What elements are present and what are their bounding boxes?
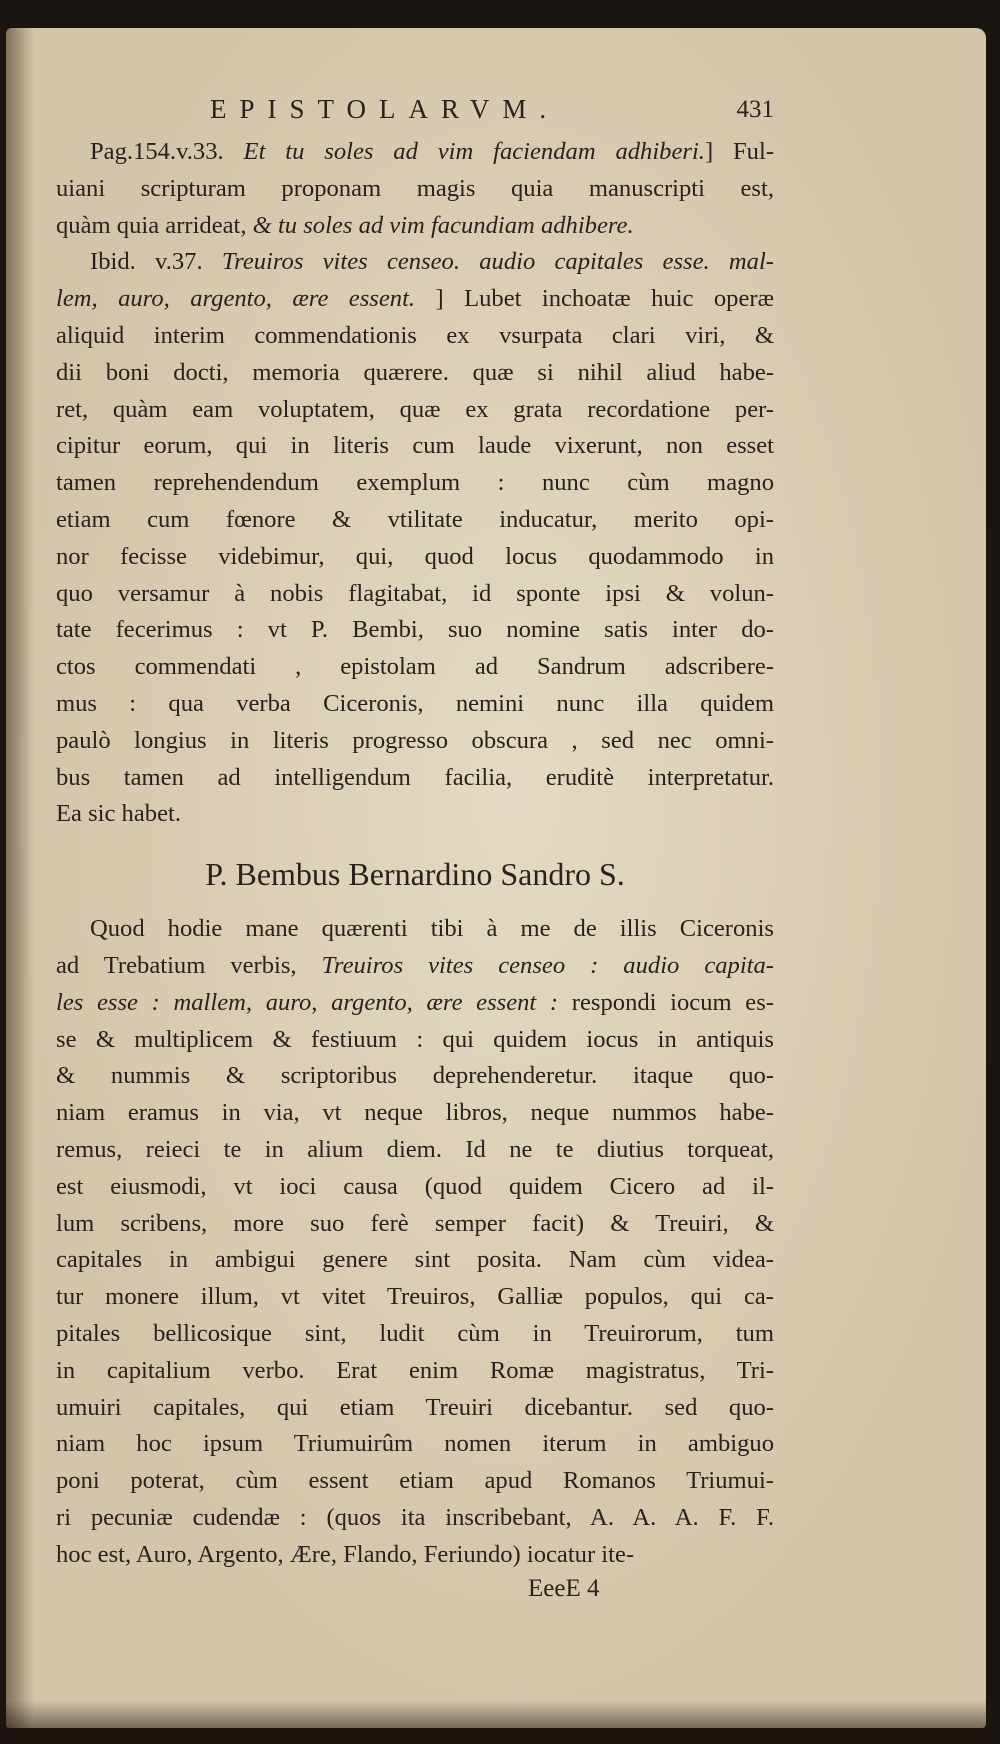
text-line: [56, 1132, 774, 1169]
italic-quotation: Treuiros vites censeo : audio capita-: [321, 951, 774, 979]
text-line: [56, 392, 774, 429]
text-line: [56, 948, 774, 985]
text-run: remus, reieci te in alium diem. Id ne te diutius torqueat,: [56, 1135, 774, 1163]
text-line: [56, 1169, 774, 1206]
text-run: tate fecerimus : vt P. Bembi, suo nomine satis inter do-: [56, 616, 774, 644]
running-head: EPISTOLARVM.: [210, 94, 560, 124]
text-line: [56, 465, 774, 502]
italic-quotation: & tu soles ad vim facundiam adhibere.: [252, 211, 634, 239]
text-run: paulò longius in literis progresso obscura , sed nec omni-: [56, 726, 774, 754]
text-line: [56, 649, 774, 686]
text-line: [56, 318, 774, 355]
text-line: [56, 428, 774, 465]
italic-quotation: Treuiros vites censeo. audio capitales esse. mal-: [221, 248, 774, 276]
page-number: 431: [736, 96, 774, 123]
text-run: Pag.154.v.33.: [90, 138, 244, 165]
italic-quotation: les esse : mallem, auro, argento, ære essent :: [56, 988, 559, 1016]
paragraph-letter-body: [56, 911, 774, 1573]
paragraph-note-2: [56, 244, 774, 833]
text-line: [56, 985, 774, 1022]
text-line: [56, 1537, 774, 1574]
text-line: [56, 502, 774, 539]
text-run: aliquid interim commendationis ex vsurpata clari viri, &: [56, 321, 774, 349]
text-line: [56, 1206, 774, 1243]
text-run: hoc est, Auro, Argento, Ære, Flando, Feriundo) iocatur ite-: [56, 1540, 635, 1568]
text-run: tamen reprehendendum exemplum : nunc cùm magno: [56, 469, 774, 497]
letter-heading: P. Bembus Bernardino Sandro S.: [205, 856, 625, 893]
text-run: est eiusmodi, vt ioci causa (quod quidem Cicero ad il-: [56, 1172, 774, 1200]
text-run: ret, quàm eam voluptatem, quæ ex grata recordatione per-: [56, 395, 774, 423]
text-run: capitales in ambigui genere sint posita. Nam cùm videa-: [56, 1246, 774, 1274]
text-line: [56, 539, 774, 576]
page-header: [56, 94, 774, 134]
text-line: [56, 171, 774, 208]
text-line: [56, 911, 774, 948]
text-run: ] Ful-: [704, 138, 775, 165]
text-line: [56, 1390, 774, 1427]
text-line: [56, 1095, 774, 1132]
text-line: [56, 612, 774, 649]
italic-quotation: lem, auro, argento, ære essent.: [56, 285, 416, 313]
text-run: mus : qua verba Ciceronis, nemini nunc illa quidem: [56, 689, 774, 717]
text-run: niam eramus in via, vt neque libros, neque nummos habe-: [56, 1099, 774, 1127]
text-line: [56, 576, 774, 613]
text-run: uiani scripturam proponam magis quia manuscripti est,: [56, 174, 774, 202]
page-bottom-shadow: [6, 1700, 996, 1744]
text-run: poni poterat, cùm essent etiam apud Romanos Triumui-: [56, 1467, 774, 1495]
text-run: Ibid. v.37.: [90, 248, 222, 276]
text-run: nor fecisse videbimur, qui, quod locus quodammodo in: [56, 542, 774, 570]
text-run: bus tamen ad intelligendum facilia, eruditè interpretatur.: [56, 763, 774, 791]
text-run: niam hoc ipsum Triumuirûm nomen iterum in ambiguo: [56, 1430, 774, 1458]
text-line: [56, 1353, 774, 1390]
text-line: [56, 1242, 774, 1279]
text-line: [56, 1463, 774, 1500]
text-run: quàm quia arrideat,: [56, 211, 253, 239]
text-run: ctos commendati , epistolam ad Sandrum adscribere-: [56, 653, 774, 681]
text-run: dii boni docti, memoria quærere. quæ si nihil aliud habe-: [56, 358, 774, 386]
text-line: [56, 1022, 774, 1059]
text-line: [56, 1058, 774, 1095]
text-line: [56, 134, 774, 171]
text-line: [56, 1500, 774, 1537]
text-run: ad Trebatium verbis,: [56, 951, 322, 979]
text-line: [56, 281, 774, 318]
text-run: respondi iocum es-: [558, 988, 774, 1016]
text-line: [56, 244, 774, 281]
page-gutter-shadow: [6, 28, 34, 1728]
text-run: se & multiplicem & festiuum : qui quidem iocus in antiquis: [56, 1025, 774, 1053]
text-run: lum scribens, more suo ferè semper facit) & Treuiri, &: [56, 1209, 774, 1237]
page-text-block: [56, 94, 775, 1602]
text-line: [56, 355, 774, 392]
paragraph-note-1: [56, 134, 774, 244]
text-run: Quod hodie mane quærenti tibi à me de illis Ciceronis: [90, 915, 774, 943]
text-run: & nummis & scriptoribus deprehenderetur. itaque quo-: [56, 1062, 774, 1090]
text-line: [56, 1426, 774, 1463]
text-run: ] Lubet inchoatæ huic operæ: [415, 285, 774, 313]
text-run: Ea sic habet.: [56, 800, 181, 828]
text-run: cipitur eorum, qui in literis cum laude vixerunt, non esset: [56, 432, 774, 460]
text-run: quo versamur à nobis flagitabat, id sponte ipsi & volun-: [56, 579, 774, 607]
text-run: tur monere illum, vt vitet Treuiros, Galliæ populos, qui ca-: [56, 1283, 774, 1311]
text-line: [56, 796, 774, 833]
text-run: umuiri capitales, qui etiam Treuiri dicebantur. sed quo-: [56, 1393, 774, 1421]
text-run: etiam cum fœnore & vtilitate inducatur, merito opi-: [56, 505, 774, 533]
text-run: ri pecuniæ cudendæ : (quos ita inscribebant, A. A. A. F. F.: [56, 1503, 774, 1531]
text-line: [56, 760, 774, 797]
text-run: pitales bellicosique sint, ludit cùm in Treuirorum, tum: [56, 1319, 774, 1347]
text-line: [56, 1279, 774, 1316]
text-line: [56, 1316, 774, 1353]
catchword: EeeE 4: [528, 1575, 600, 1602]
text-line: [56, 723, 774, 760]
text-run: in capitalium verbo. Erat enim Romæ magistratus, Tri-: [56, 1356, 774, 1384]
text-line: [56, 686, 774, 723]
italic-quotation: Et tu soles ad vim faciendam adhiberi.: [243, 138, 705, 165]
text-line: [56, 208, 774, 245]
